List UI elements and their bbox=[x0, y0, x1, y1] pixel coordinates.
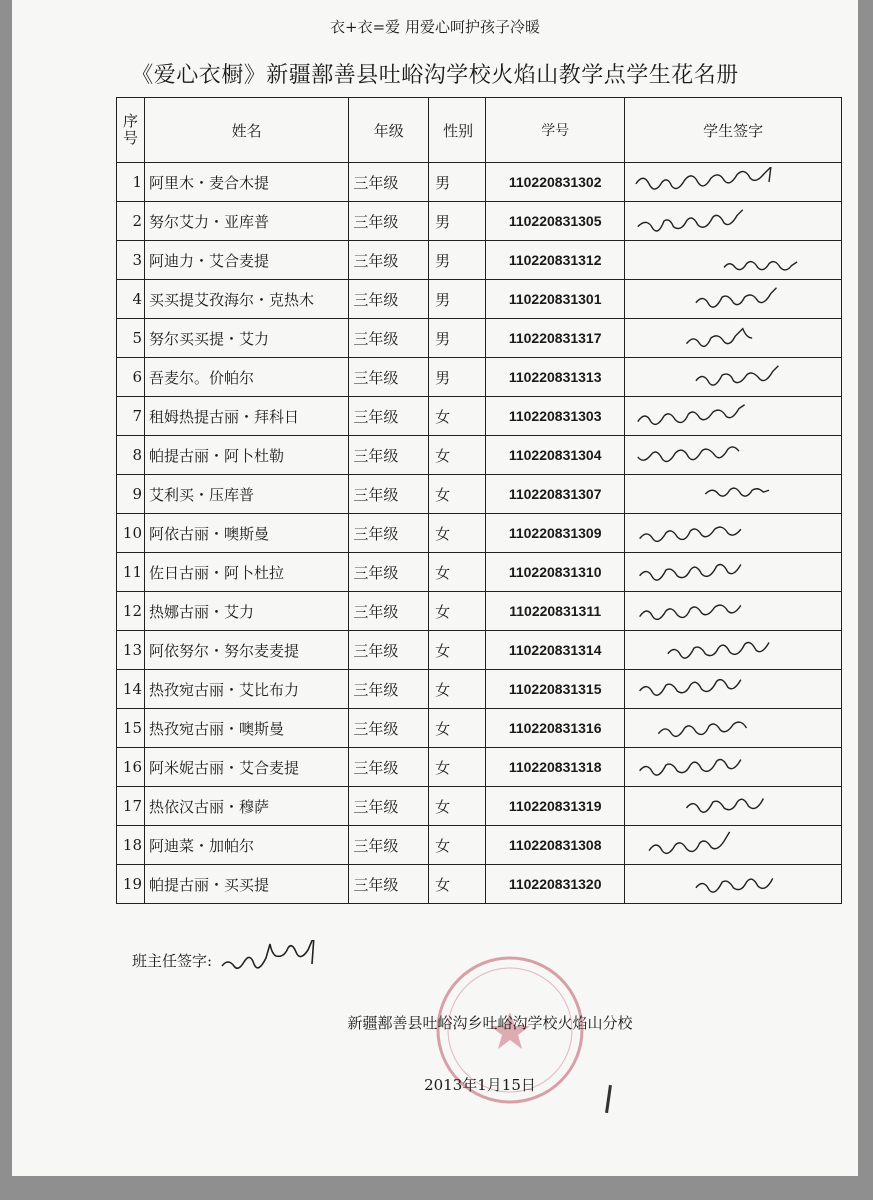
handwritten-signature bbox=[629, 830, 819, 860]
cell-sex: 女 bbox=[429, 748, 486, 787]
handwritten-signature bbox=[629, 284, 819, 314]
teacher-signature-area bbox=[132, 940, 328, 980]
table-row bbox=[117, 631, 842, 670]
cell-signature bbox=[625, 358, 842, 397]
handwritten-signature bbox=[629, 323, 819, 353]
cell-name: 热孜宛古丽・噢斯曼 bbox=[145, 709, 349, 748]
cell-grade: 三年级 bbox=[349, 202, 429, 241]
cell-student-id: 110220831310 bbox=[486, 553, 625, 592]
cell-grade: 三年级 bbox=[349, 592, 429, 631]
table-row bbox=[117, 748, 842, 787]
cell-sex: 女 bbox=[429, 553, 486, 592]
cell-sex: 男 bbox=[429, 358, 486, 397]
cell-no: 10 bbox=[117, 514, 145, 553]
cell-student-id: 110220831301 bbox=[486, 280, 625, 319]
cell-grade: 三年级 bbox=[349, 163, 429, 202]
handwritten-signature bbox=[629, 440, 819, 470]
table-row bbox=[117, 475, 842, 514]
table-row bbox=[117, 709, 842, 748]
cell-no: 5 bbox=[117, 319, 145, 358]
cell-signature bbox=[625, 670, 842, 709]
cell-signature bbox=[625, 709, 842, 748]
cell-grade: 三年级 bbox=[349, 865, 429, 904]
table-row bbox=[117, 865, 842, 904]
cell-no: 16 bbox=[117, 748, 145, 787]
cell-signature bbox=[625, 319, 842, 358]
cell-student-id: 110220831314 bbox=[486, 631, 625, 670]
document-sheet bbox=[12, 0, 858, 1176]
cell-name: 阿迪菜・加帕尔 bbox=[145, 826, 349, 865]
table-header-row bbox=[117, 98, 842, 163]
cell-signature bbox=[625, 436, 842, 475]
cell-no: 14 bbox=[117, 670, 145, 709]
handwritten-signature bbox=[629, 557, 819, 587]
table-row bbox=[117, 358, 842, 397]
table-row bbox=[117, 670, 842, 709]
col-name: 姓名 bbox=[145, 98, 349, 163]
cell-grade: 三年级 bbox=[349, 787, 429, 826]
cell-no: 8 bbox=[117, 436, 145, 475]
cell-grade: 三年级 bbox=[349, 475, 429, 514]
table-row bbox=[117, 319, 842, 358]
table-row bbox=[117, 163, 842, 202]
cell-signature bbox=[625, 826, 842, 865]
cell-name: 佐日古丽・阿卜杜拉 bbox=[145, 553, 349, 592]
page-title: 《爱心衣橱》新疆鄯善县吐峪沟学校火焰山教学点学生花名册 bbox=[131, 63, 739, 88]
cell-name: 租姆热提古丽・拜科日 bbox=[145, 397, 349, 436]
cell-name: 热依汉古丽・穆萨 bbox=[145, 787, 349, 826]
cell-student-id: 110220831319 bbox=[486, 787, 625, 826]
roster-table-wrap bbox=[116, 97, 842, 904]
cell-grade: 三年级 bbox=[349, 553, 429, 592]
cell-student-id: 110220831318 bbox=[486, 748, 625, 787]
cell-name: 买买提艾孜海尔・克热木 bbox=[145, 280, 349, 319]
col-id: 学号 bbox=[486, 98, 625, 163]
cell-name: 热孜宛古丽・艾比布力 bbox=[145, 670, 349, 709]
cell-grade: 三年级 bbox=[349, 319, 429, 358]
cell-grade: 三年级 bbox=[349, 631, 429, 670]
cell-signature bbox=[625, 748, 842, 787]
cell-no: 9 bbox=[117, 475, 145, 514]
cell-sex: 女 bbox=[429, 436, 486, 475]
handwritten-signature bbox=[629, 401, 819, 431]
teacher-signature-label: 班主任签字: bbox=[132, 951, 213, 970]
cell-student-id: 110220831304 bbox=[486, 436, 625, 475]
handwritten-signature bbox=[629, 752, 819, 782]
motto: 衣+衣=爱 用爱心呵护孩子冷暖 bbox=[330, 18, 540, 36]
cell-name: 阿米妮古丽・艾合麦提 bbox=[145, 748, 349, 787]
cell-student-id: 110220831302 bbox=[486, 163, 625, 202]
cell-no: 19 bbox=[117, 865, 145, 904]
cell-no: 6 bbox=[117, 358, 145, 397]
cell-no: 11 bbox=[117, 553, 145, 592]
cell-no: 13 bbox=[117, 631, 145, 670]
table-row bbox=[117, 592, 842, 631]
cell-name: 阿里木・麦合木提 bbox=[145, 163, 349, 202]
cell-sex: 女 bbox=[429, 475, 486, 514]
handwritten-signature bbox=[629, 167, 819, 197]
cell-grade: 三年级 bbox=[349, 397, 429, 436]
cell-no: 3 bbox=[117, 241, 145, 280]
cell-student-id: 110220831305 bbox=[486, 202, 625, 241]
cell-signature bbox=[625, 631, 842, 670]
cell-grade: 三年级 bbox=[349, 514, 429, 553]
handwritten-signature bbox=[629, 674, 819, 704]
cell-name: 帕提古丽・阿卜杜勒 bbox=[145, 436, 349, 475]
cell-grade: 三年级 bbox=[349, 670, 429, 709]
handwritten-signature bbox=[629, 362, 819, 392]
cell-grade: 三年级 bbox=[349, 358, 429, 397]
cell-student-id: 110220831303 bbox=[486, 397, 625, 436]
cell-no: 1 bbox=[117, 163, 145, 202]
cell-name: 阿依古丽・噢斯曼 bbox=[145, 514, 349, 553]
cell-student-id: 110220831315 bbox=[486, 670, 625, 709]
cell-no: 4 bbox=[117, 280, 145, 319]
cell-name: 艾利买・压库普 bbox=[145, 475, 349, 514]
cell-name: 阿依努尔・努尔麦麦提 bbox=[145, 631, 349, 670]
cell-name: 帕提古丽・买买提 bbox=[145, 865, 349, 904]
document-date: 2013年1月15日 bbox=[424, 1076, 536, 1094]
handwritten-signature bbox=[629, 245, 819, 275]
cell-grade: 三年级 bbox=[349, 280, 429, 319]
cell-sex: 男 bbox=[429, 241, 486, 280]
table-body bbox=[117, 163, 842, 904]
cell-no: 15 bbox=[117, 709, 145, 748]
cell-student-id: 110220831312 bbox=[486, 241, 625, 280]
cell-sex: 女 bbox=[429, 514, 486, 553]
cell-grade: 三年级 bbox=[349, 709, 429, 748]
school-name: 新疆鄯善县吐峪沟乡吐峪沟学校火焰山分校 bbox=[347, 1014, 633, 1032]
cell-signature bbox=[625, 163, 842, 202]
table-row bbox=[117, 241, 842, 280]
cell-no: 2 bbox=[117, 202, 145, 241]
cell-name: 阿迪力・艾合麦提 bbox=[145, 241, 349, 280]
cell-sex: 女 bbox=[429, 631, 486, 670]
cell-grade: 三年级 bbox=[349, 241, 429, 280]
cell-sex: 男 bbox=[429, 202, 486, 241]
table-row bbox=[117, 397, 842, 436]
cell-signature bbox=[625, 865, 842, 904]
cell-name: 努尔艾力・亚库普 bbox=[145, 202, 349, 241]
cell-no: 17 bbox=[117, 787, 145, 826]
cell-student-id: 110220831316 bbox=[486, 709, 625, 748]
cell-name: 努尔买买提・艾力 bbox=[145, 319, 349, 358]
col-no: 序号 bbox=[117, 98, 145, 163]
cell-no: 7 bbox=[117, 397, 145, 436]
cell-grade: 三年级 bbox=[349, 826, 429, 865]
cell-grade: 三年级 bbox=[349, 748, 429, 787]
handwritten-signature bbox=[629, 596, 819, 626]
cell-sex: 男 bbox=[429, 163, 486, 202]
cell-sex: 女 bbox=[429, 670, 486, 709]
cell-sex: 女 bbox=[429, 787, 486, 826]
cell-sex: 女 bbox=[429, 397, 486, 436]
table-row bbox=[117, 436, 842, 475]
table-row bbox=[117, 553, 842, 592]
cell-student-id: 110220831309 bbox=[486, 514, 625, 553]
cell-signature bbox=[625, 592, 842, 631]
cell-signature bbox=[625, 475, 842, 514]
table-row bbox=[117, 514, 842, 553]
handwritten-signature bbox=[629, 479, 819, 509]
cell-sex: 女 bbox=[429, 592, 486, 631]
cell-name: 吾麦尔。价帕尔 bbox=[145, 358, 349, 397]
cell-student-id: 110220831320 bbox=[486, 865, 625, 904]
table-row bbox=[117, 826, 842, 865]
cell-sex: 女 bbox=[429, 826, 486, 865]
teacher-signature-scribble bbox=[218, 940, 328, 980]
cell-sex: 男 bbox=[429, 280, 486, 319]
cell-signature bbox=[625, 202, 842, 241]
cell-sex: 女 bbox=[429, 709, 486, 748]
cell-signature bbox=[625, 514, 842, 553]
handwritten-signature bbox=[629, 791, 819, 821]
handwritten-signature bbox=[629, 869, 819, 899]
cell-no: 12 bbox=[117, 592, 145, 631]
cell-signature bbox=[625, 241, 842, 280]
roster-table bbox=[116, 97, 842, 904]
col-signature: 学生签字 bbox=[625, 98, 842, 163]
handwritten-signature bbox=[629, 206, 819, 236]
handwritten-signature bbox=[629, 635, 819, 665]
cell-name: 热娜古丽・艾力 bbox=[145, 592, 349, 631]
cell-signature bbox=[625, 397, 842, 436]
table-row bbox=[117, 280, 842, 319]
cell-signature bbox=[625, 787, 842, 826]
cell-student-id: 110220831307 bbox=[486, 475, 625, 514]
table-row bbox=[117, 202, 842, 241]
cell-student-id: 110220831317 bbox=[486, 319, 625, 358]
cell-student-id: 110220831313 bbox=[486, 358, 625, 397]
cell-grade: 三年级 bbox=[349, 436, 429, 475]
cell-sex: 女 bbox=[429, 865, 486, 904]
cell-sex: 男 bbox=[429, 319, 486, 358]
cell-no: 18 bbox=[117, 826, 145, 865]
col-grade: 年级 bbox=[349, 98, 429, 163]
cell-student-id: 110220831311 bbox=[486, 592, 625, 631]
cell-student-id: 110220831308 bbox=[486, 826, 625, 865]
col-sex: 性别 bbox=[429, 98, 486, 163]
cell-signature bbox=[625, 280, 842, 319]
table-row bbox=[117, 787, 842, 826]
cell-signature bbox=[625, 553, 842, 592]
handwritten-signature bbox=[629, 518, 819, 548]
handwritten-signature bbox=[629, 713, 819, 743]
